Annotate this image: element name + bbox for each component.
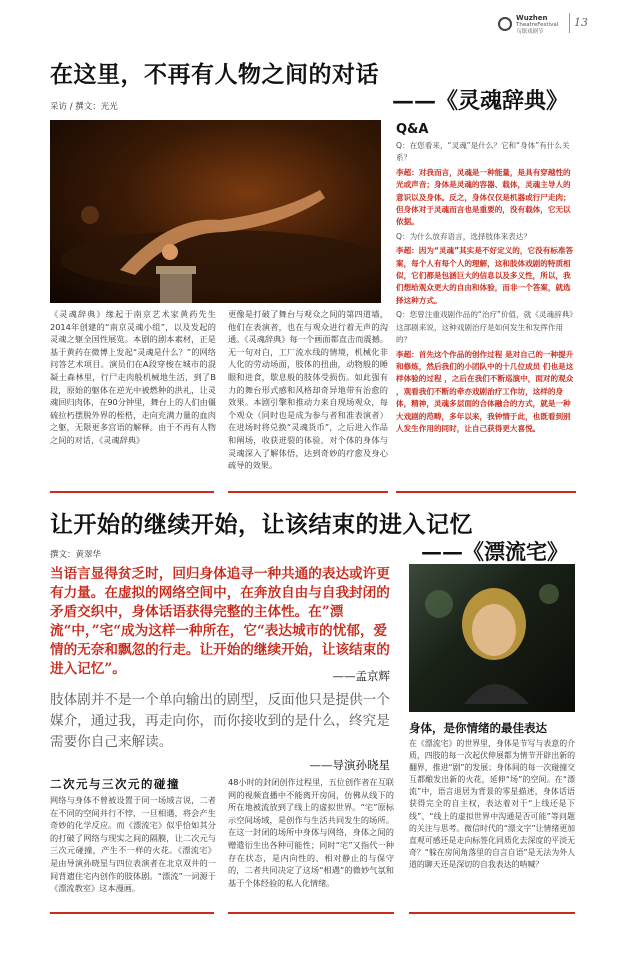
qa-list (396, 140, 576, 437)
photo-soul-dictionary (50, 120, 381, 303)
divider-line (228, 491, 388, 493)
divider-line (409, 912, 575, 914)
qa-answer: 李超：首先这个作品的创作过程 是对自己的一种提升和修炼，然后我们的小团队中的十几位成员 们也是这样体验的过程 ，之后在我们不断巡演中，面对的观众 ，观看我们不断的牵亦戏剧治疗工作坊，这样的身体，精神，灵魂多层面的合体融合的方式，就是一种大戏剧的范畴，多年以来，我钟情于此，也既看到别人发生作用的同时，让自己获得更大喜悦。 (396, 349, 574, 433)
quote-director: 肢体剧并不是一个单向输出的剧型，反面他只是提供一个媒介，通过我，再走向你，而你接收到的是什么，终究是需要你自己来解读。 (50, 692, 390, 750)
header-divider (569, 13, 570, 33)
logo-mark-icon (498, 17, 512, 31)
qa-question: Q：在您看来，“灵魂”是什么？它和“身体”有什么关系？ (396, 141, 570, 163)
qa-title: Q&A (396, 122, 429, 137)
article2-col1: 网络与身体不曾被设置于同一场域言说，二者在不同的空间并行不悖，一旦相遇，将会产生奇妙的化学反应。而《漂流宅》似乎恰如其分的打破了网络与现实之间的隔膜，让二次元与三次元碰撞，产生不一样的火花。《漂流宅》是由导演孙晓星与四位表演者在北京双井的一间背遗住宅内创作的肢体剧。“漂流”一词源于《漂流教室》这本漫画。 (50, 795, 216, 894)
qa-question: Q：您曾注重戏剧作品的“治疗”价值，就《灵魂辞典》这部剧来说，这种戏剧治疗是如何发生和发挥作用的？ (396, 310, 574, 345)
qa-question: Q：为什么放弃语言，选择肢体来表达？ (396, 231, 532, 241)
qa-answer: 李超：对我而言，灵魂是一种能量，是具有穿越性的光或声音；身体是灵魂的容器、载体，灵魂主导人的意识以及身体。反之，身体仅仅是机器或行尸走肉；但身体对于灵魂而言也是重要的，没有载体，它无以依据。 (396, 167, 571, 227)
divider-line (50, 912, 214, 914)
performer-figure-illustration (50, 120, 381, 303)
quote-meng-jinghui: 当语言显得贫乏时，回归身体追寻一种共通的表达或许更有力量。在虚拟的网络空间中，在奔放自由与自我封闭的矛盾交织中，身体话语获得完整的主体性。在”漂流“中，”宅“成为这样一种所在，它“表达城市的忧郁，爱情的无奈和飘忽的行走。让开始的继续开始，让该结束的进入记忆”。 (50, 566, 390, 677)
divider-line (50, 491, 214, 493)
qa-answer: 李超：因为“灵魂”其实是不好定义的，它没有标准答案，每个人有每个人的理解，这和肢体戏剧的特质相似，它们都是包涵巨大的信息以及多义性，所以，我们想给观众更大的自由和体验，而非一个答案，就选择这种方式。 (396, 246, 574, 305)
article2-subtitle: ——《漂流宅》 (421, 539, 568, 564)
article1-byline: 采访 / 撰文：光光 (50, 102, 118, 112)
article1-col1: 《灵魂辞典》缘起于南京艺术家黄药先生2014年创建的“南京灵魂小组”，以及发起的灵魂之躯全国性展览。本剧的剧本素材，正是基于黄药在微博上发起“灵魂是什么？”的网络问答艺术项目。演员们在A段穿梭在城市的混凝土森林里，行尸走肉般机械地生活，到了B段，原始的躯体在逆光中被燃种的洪礼，让灵魂回归肉体，在90分钟里，舞台上的人们由僵硫拉朽摆脱外界的桎梏，走向充满力量的血肉之躯，无限更多宫语的解释。由于不再有人物之间的对话，《灵魂辞典》 (50, 309, 216, 445)
logo-line3: 乌镇戏剧节 (516, 29, 544, 35)
article2-byline: 撰文：黄翠华 (50, 550, 102, 560)
quote-director-signature: ——导演孙晓星 (309, 758, 390, 772)
logo-line1: Wuzhen (516, 14, 548, 22)
side-text: 在《漂流宅》的世界里，身体是节写与表意的介质，四肢的每一次起伏伸展都为情节开辟出新的翻界，推进“剧”的发展；身体间的每一次碰撞交互都酿发出新的火花，延伸“场”的空间。在“漂流”中，语言退居为背景的零星描述，身体话语获得完全的自主权，表达着对于“上线还是下线”、“线上的虚拟世界中沟通是否可能”等问题的关注与思考。微信时代的“漂文字”让情绪更加直观可感还是走向标签化同质化去深度的平淡无奇？“躲在房间角落里的自言自语”是无法为外人道的聊天还是深切的自我表达的呐喊？ (409, 739, 575, 869)
quote-meng-signature: ——孟京辉 (332, 669, 390, 683)
article2-col2: 48小时的封闭创作过程里，五位创作者在互联网的视频直播中不能离开房间，仿佛从线下的所在地被流放到了线上的虚拟世界。“宅”原标示空间场域，是创作与生活共同发生的场所。在这一封闭的场所中身体与网络，身体之间的赠遣衍生出各种可能性；同时“宅”又指代一种存在状态，是内向性的、相对静止的与保守的，二者共同决定了这场“相遇”的微妙气氛和基于个体经验的私人化情绪。 (228, 777, 394, 888)
section-title: 二次元与三次元的碰撞 (50, 777, 180, 791)
article2-title: 让开始的继续开始，让该结束的进入记忆 (50, 512, 473, 538)
article1-col2: 更像是打破了舞台与观众之间的第四道墙，他们在表演者，也在与观众进行着无声的沟通。《灵魂辞典》每一个画面都直击而震撼。无一句对白，工厂流水线的情境，机械化非人化的劳动场面，肢体的扭曲，动物般的睡眼和进食，歇息般的肢体受损伤。如此强有力的舞台形式感和风格却奇异地带有治愈的效果。本剧引擎和推动力来自现场观众，每个观众（同时也是成为参与者和准表演者）在进场时将兑换“灵魂货币”，之后进入作品和阐场，收获迸裂的体验，对个体的身体与灵魂深入了解体悟，达到奇妙的疗愈及身心疏导的效果。 (228, 309, 388, 471)
photo-drifting-house (409, 564, 575, 712)
article1-title: 在这里，不再有人物之间的对话 (50, 62, 379, 88)
divider-line (228, 912, 394, 914)
logo-line2: TheatreFestival (516, 22, 559, 28)
side-title: 身体，是你情绪的最佳表达 (409, 721, 547, 735)
article1-subtitle: ——《灵魂辞典》 (391, 88, 568, 114)
performer-portrait-illustration (409, 564, 575, 712)
festival-logo (498, 14, 568, 40)
page-number: 13 (574, 16, 588, 29)
divider-line (396, 491, 576, 493)
